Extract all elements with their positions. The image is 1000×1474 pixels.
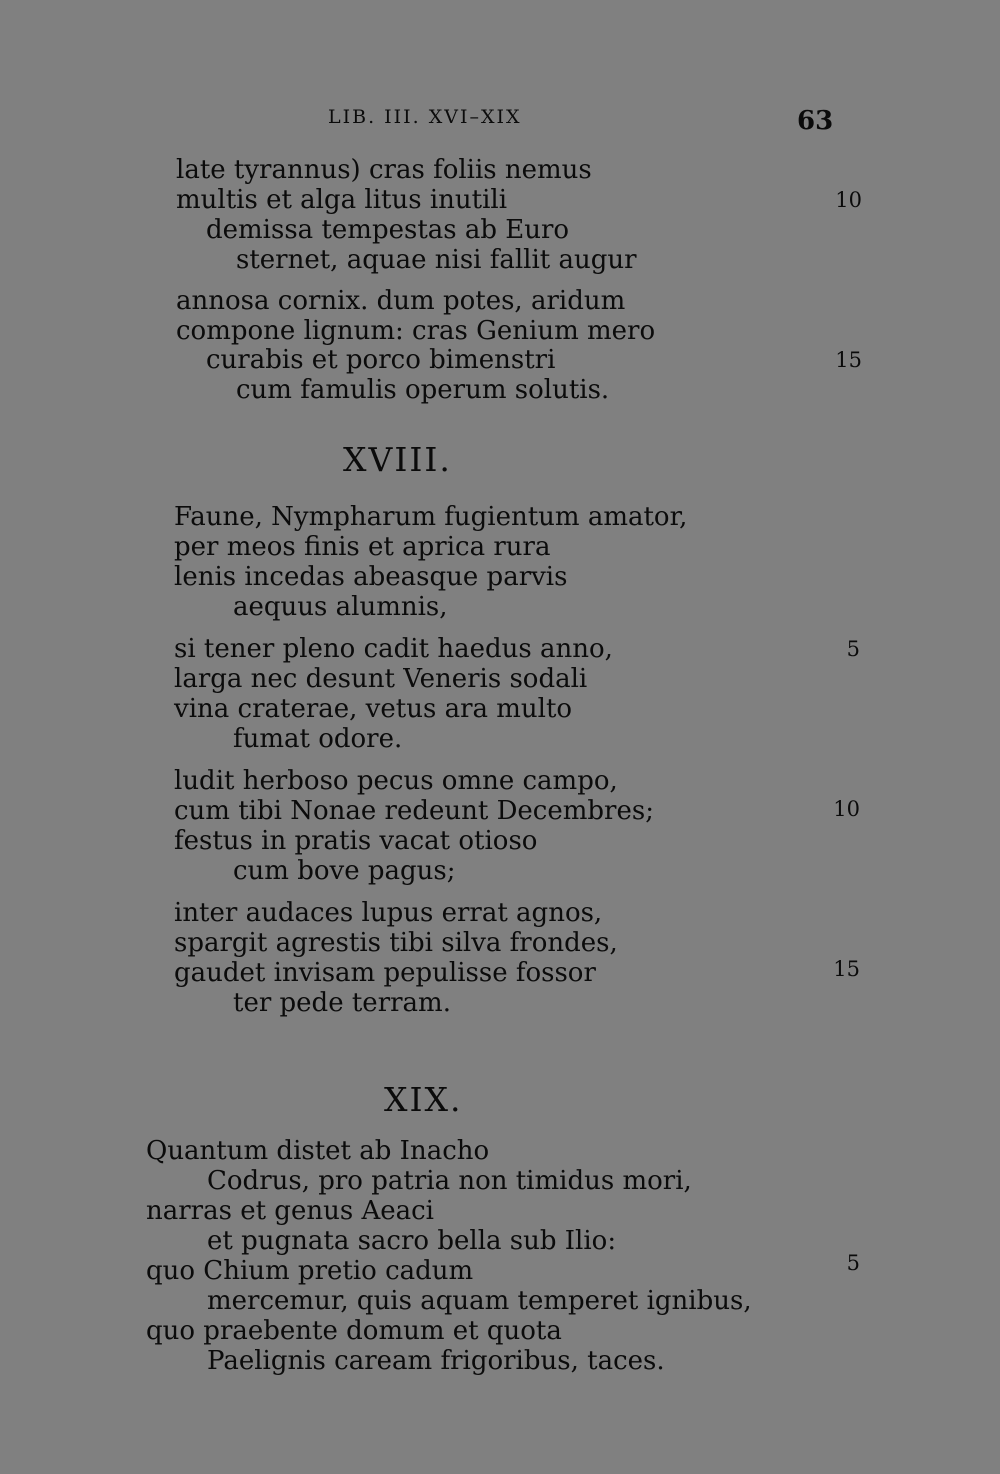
verse-line: si tener pleno cadit haedus anno, — [174, 634, 613, 664]
verse-line: annosa cornix. dum potes, aridum — [176, 286, 626, 316]
page-number: 63 — [797, 106, 834, 136]
verse-line: per meos finis et aprica rura — [174, 532, 551, 562]
verse-line: multis et alga litus inutili — [176, 185, 508, 215]
verse-line: spargit agrestis tibi silva frondes, — [174, 928, 618, 958]
line-number: 15 — [833, 957, 860, 981]
verse-line: Quantum distet ab Inacho — [146, 1136, 490, 1166]
line-number: 5 — [846, 1251, 860, 1275]
verse-line: Paelignis caream frigoribus, taces. — [207, 1346, 665, 1376]
verse-line: et pugnata sacro bella sub Ilio: — [207, 1226, 617, 1256]
verse-line: aequus alumnis, — [233, 592, 448, 622]
line-number: 10 — [833, 797, 860, 821]
line-number: 15 — [835, 348, 862, 372]
verse-line: Codrus, pro patria non timidus mori, — [207, 1166, 692, 1196]
verse-line: demissa tempestas ab Euro — [206, 215, 570, 245]
verse-line: fumat odore. — [233, 724, 403, 754]
verse-line: ter pede terram. — [233, 988, 451, 1018]
verse-line: festus in pratis vacat otioso — [174, 826, 538, 856]
verse-line: curabis et porco bimenstri — [206, 345, 556, 375]
running-head: LIB. III. XVI–XIX — [328, 106, 522, 128]
verse-line: larga nec desunt Veneris sodali — [174, 664, 588, 694]
ode-heading: XIX. — [384, 1080, 463, 1119]
verse-line: quo praebente domum et quota — [146, 1316, 562, 1346]
verse-line: cum bove pagus; — [233, 856, 456, 886]
ode-heading: XVIII. — [343, 440, 452, 479]
line-number: 5 — [846, 637, 860, 661]
verse-line: Faune, Nympharum fugientum amator, — [174, 502, 688, 532]
verse-line: sternet, aquae nisi fallit augur — [236, 245, 637, 275]
verse-line: cum famulis operum solutis. — [236, 375, 610, 405]
verse-line: cum tibi Nonae redeunt Decembres; — [174, 796, 654, 826]
line-number: 10 — [835, 188, 862, 212]
verse-line: ludit herboso pecus omne campo, — [174, 766, 618, 796]
verse-line: quo Chium pretio cadum — [146, 1256, 474, 1286]
verse-line: narras et genus Aeaci — [146, 1196, 434, 1226]
verse-line: compone lignum: cras Genium mero — [176, 316, 656, 346]
verse-line: lenis incedas abeasque parvis — [174, 562, 568, 592]
verse-line: inter audaces lupus errat agnos, — [174, 898, 603, 928]
verse-line: gaudet invisam pepulisse fossor — [174, 958, 596, 988]
verse-line: late tyrannus) cras foliis nemus — [176, 155, 592, 185]
verse-line: mercemur, quis aquam temperet ignibus, — [207, 1286, 752, 1316]
verse-line: vina craterae, vetus ara multo — [174, 694, 573, 724]
